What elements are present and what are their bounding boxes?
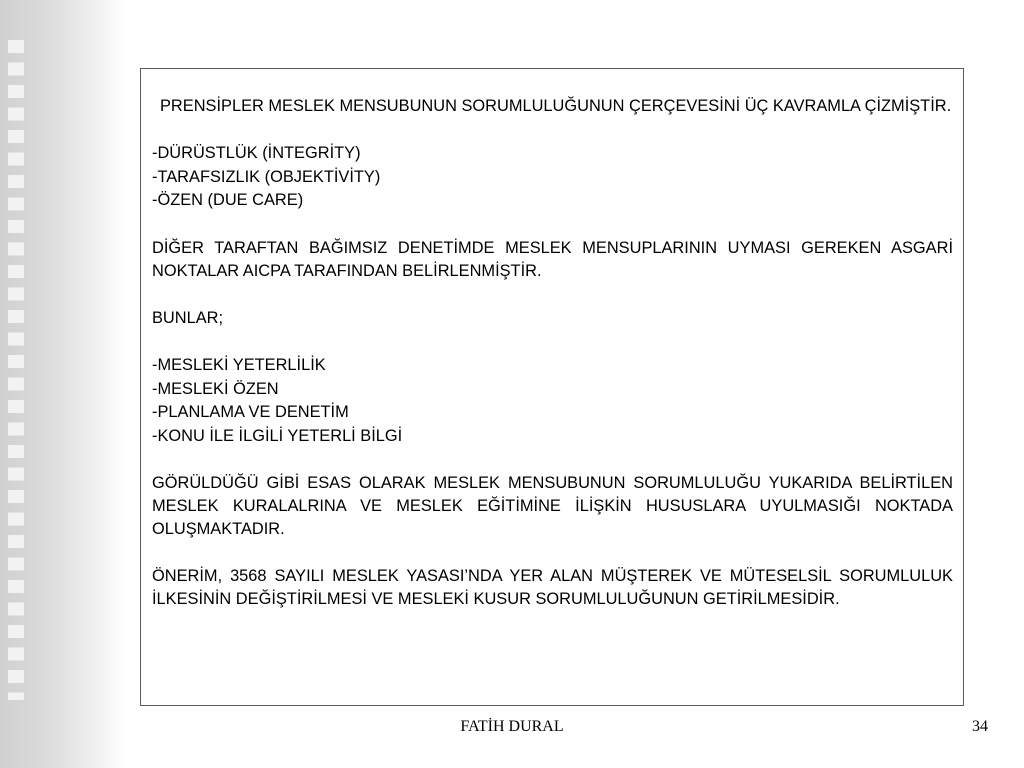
list-item: -MESLEKİ ÖZEN xyxy=(152,379,279,398)
list-item: -ÖZEN (DUE CARE) xyxy=(152,191,304,209)
principles-list xyxy=(152,142,953,213)
intro-paragraph: PRENSİPLER MESLEK MENSUBUNUN SORUMLULUĞUNUN ÇERÇEVESİNİ ÜÇ KAVRAMLA ÇİZMİŞTİR. xyxy=(160,97,952,115)
list-item: -MESLEKİ YETERLİLİK xyxy=(152,356,326,374)
spacer xyxy=(152,541,953,565)
spacer xyxy=(152,118,953,142)
list-item: -TARAFSIZLIK (OBJEKTİVİTY) xyxy=(152,167,381,186)
proposal-paragraph: ÖNERİM, 3568 SAYILI MESLEK YASASI’NDA YER ALAN MÜŞTEREK VE MÜTESELSİL SORUMLULUK İLKESİNİN DEĞİŞTİRİLMESİ VE MESLEKİ KUSUR SORUMLULUĞUNUN GETİRİLMESİDİR. xyxy=(152,567,953,608)
page-number: 34 xyxy=(972,718,988,735)
list-item: -PLANLAMA VE DENETİM xyxy=(152,403,349,421)
spacer xyxy=(152,283,953,307)
list-item: -DÜRÜSTLÜK (İNTEGRİTY) xyxy=(152,144,361,162)
standards-list xyxy=(152,354,953,448)
spacer xyxy=(152,213,953,237)
spacer xyxy=(152,448,953,472)
side-squares-decoration xyxy=(8,40,24,700)
footer-author: FATİH DURAL xyxy=(460,718,564,735)
content-box xyxy=(140,68,964,706)
list-item: -KONU İLE İLGİLİ YETERLİ BİLGİ xyxy=(152,426,403,445)
list-intro: BUNLAR; xyxy=(152,308,224,327)
conclusion-paragraph: GÖRÜLDÜĞÜ GİBİ ESAS OLARAK MESLEK MENSUBUNUN SORUMLULUĞU YUKARIDA BELİRTİLEN MESLEK KURALALRINA VE MESLEK EĞİTİMİNE İLİŞKİN HUSUSLARA UYULMASIĞI NOKTADA OLUŞMAKTADIR. xyxy=(152,474,953,538)
aicpa-paragraph: DİĞER TARAFTAN BAĞIMSIZ DENETİMDE MESLEK MENSUPLARININ UYMASI GEREKEN ASGARİ NOKTALAR AICPA TARAFINDAN BELİRLENMİŞTİR. xyxy=(152,238,953,280)
spacer xyxy=(152,330,953,354)
